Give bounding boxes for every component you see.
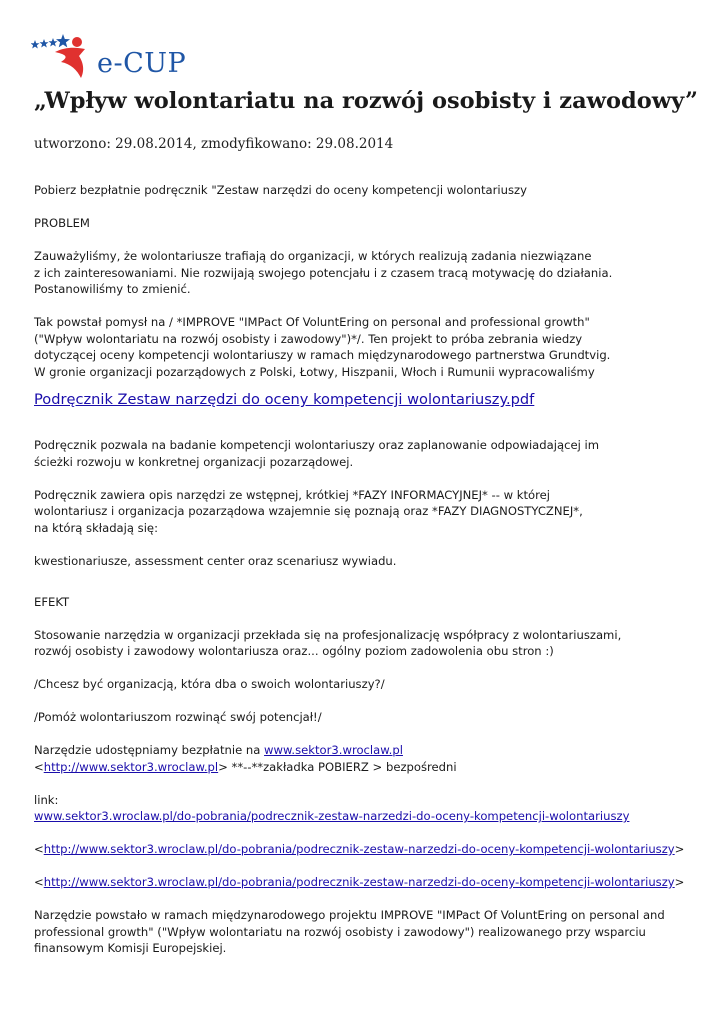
text-line: professional growth" ("Wpływ wolontariatu na rozwój osobisty i zawodowy") realizowanego przy wsparciu [34, 924, 646, 939]
handbook-paragraph-1 [34, 437, 694, 470]
full-download-link-1[interactable]: http://www.sektor3.wroclaw.pl/do-pobrania/podrecznik-zestaw-narzedzi-do-oceny-kompetencji-wolontariuszy [43, 842, 675, 856]
page-title: „Wpływ wolontariatu na rozwój osobisty i zawodowy” [34, 88, 698, 114]
text-line: na którą składają się: [34, 520, 158, 535]
problem-heading: PROBLEM [34, 216, 90, 230]
effect-paragraph [34, 627, 694, 660]
ecup-logo[interactable] [31, 30, 191, 82]
article-body [34, 182, 694, 973]
tools-line: kwestionariusze, assessment center oraz scenariusz wywiadu. [34, 553, 397, 568]
share-prefix: Narzędzie udostępniamy bezpłatnie na [34, 743, 265, 757]
text-line: W gronie organizacji pozarządowych z Polski, Łotwy, Hiszpanii, Włoch i Rumunii wypracowaliśmy [34, 364, 595, 379]
text-line: rozwój osobisty i zawodowy wolontariusza oraz... ogólny poziom zadowolenia obu stron :) [34, 644, 554, 658]
intro-text: Pobierz bezpłatnie podręcznik "Zestaw narzędzi do oceny kompetencji wolontariuszy [34, 183, 527, 197]
text-line: ścieżki rozwoju w konkretnej organizacji pozarządowej. [34, 454, 354, 469]
pdf-download-link[interactable]: Podręcznik Zestaw narzędzi do oceny kompetencji wolontariuszy.pdf [34, 391, 535, 408]
text-line: Podręcznik pozwala na badanie kompetencji wolontariuszy oraz zaplanowanie odpowiadającej im [34, 438, 600, 452]
full-link-line-2 [34, 874, 694, 891]
share-line-2 [34, 759, 694, 776]
full-link-line-1 [34, 841, 694, 858]
sektor3-http-link[interactable]: http://www.sektor3.wroclaw.pl [43, 759, 219, 774]
text-line: ("Wpływ wolontariatu na rozwój osobisty i zawodowy")*/. Ten projekt to próba zebrania wiedzy [34, 331, 583, 346]
logo-text: e-CUP [97, 48, 187, 79]
dates-meta: utworzono: 29.08.2014, zmodyfikowano: 29.08.2014 [34, 136, 394, 152]
handbook-paragraph-2 [34, 487, 694, 537]
direct-download-link[interactable]: www.sektor3.wroclaw.pl/do-pobrania/podrecznik-zestaw-narzedzi-do-oceny-kompetencji-wolontariuszy [34, 809, 630, 823]
help-line: /Pomóż wolontariuszom rozwinąć swój potencjał!/ [34, 710, 322, 724]
idea-paragraph [34, 314, 694, 380]
closing-paragraph [34, 907, 694, 957]
full-download-link-2[interactable]: http://www.sektor3.wroclaw.pl/do-pobrania/podrecznik-zestaw-narzedzi-do-oceny-kompetencji-wolontariuszy [43, 875, 675, 889]
share-line-1 [34, 742, 694, 759]
lt-bracket: < [34, 842, 44, 856]
text-line: Postanowiliśmy to zmienić. [34, 282, 191, 296]
lt-bracket: < [34, 759, 44, 774]
gt-bracket: > [674, 875, 685, 889]
text-line: wolontariusz i organizacja pozarządowa wzajemnie się poznają oraz *FAZY DIAGNOSTYCZNEJ*, [34, 504, 583, 518]
question-line: /Chcesz być organizacją, która dba o swoich wolontariuszy?/ [34, 677, 385, 691]
text-line: dotyczącej oceny kompetencji wolontariuszy w ramach międzynarodowego partnerstwa Grundtvig. [34, 348, 611, 362]
direct-link-paragraph [34, 792, 694, 825]
text-line: finansowym Komisji Europejskiej. [34, 941, 227, 955]
problem-paragraph [34, 248, 694, 298]
direct-label: link: [34, 792, 59, 807]
share-paragraph [34, 742, 694, 775]
share-suffix: > **--**zakładka POBIERZ > bezpośredni [218, 759, 457, 774]
sektor3-link[interactable]: www.sektor3.wroclaw.pl [264, 743, 403, 757]
text-line: Podręcznik zawiera opis narzędzi ze wstępnej, krótkiej *FAZY INFORMACYJNEJ* -- w której [34, 487, 550, 502]
effect-heading: EFEKT [34, 594, 70, 609]
gt-bracket: > [674, 842, 685, 856]
text-line: z ich zainteresowaniami. Nie rozwijają swojego potencjału i z czasem tracą motywację do działania. [34, 265, 613, 280]
text-line: Tak powstał pomysł na / *IMPROVE "IMPact Of VoluntEring on personal and professional growth" [34, 315, 590, 329]
text-line: Stosowanie narzędzia w organizacji przekłada się na profesjonalizację współpracy z wolontariuszami, [34, 627, 622, 642]
text-line: Zauważyliśmy, że wolontariusze trafiają do organizacji, w których realizują zadania niezwiązane [34, 249, 592, 263]
text-line: Narzędzie powstało w ramach międzynarodowego projektu IMPROVE "IMPact Of VoluntEring on personal and [34, 908, 665, 922]
lt-bracket: < [34, 875, 44, 889]
